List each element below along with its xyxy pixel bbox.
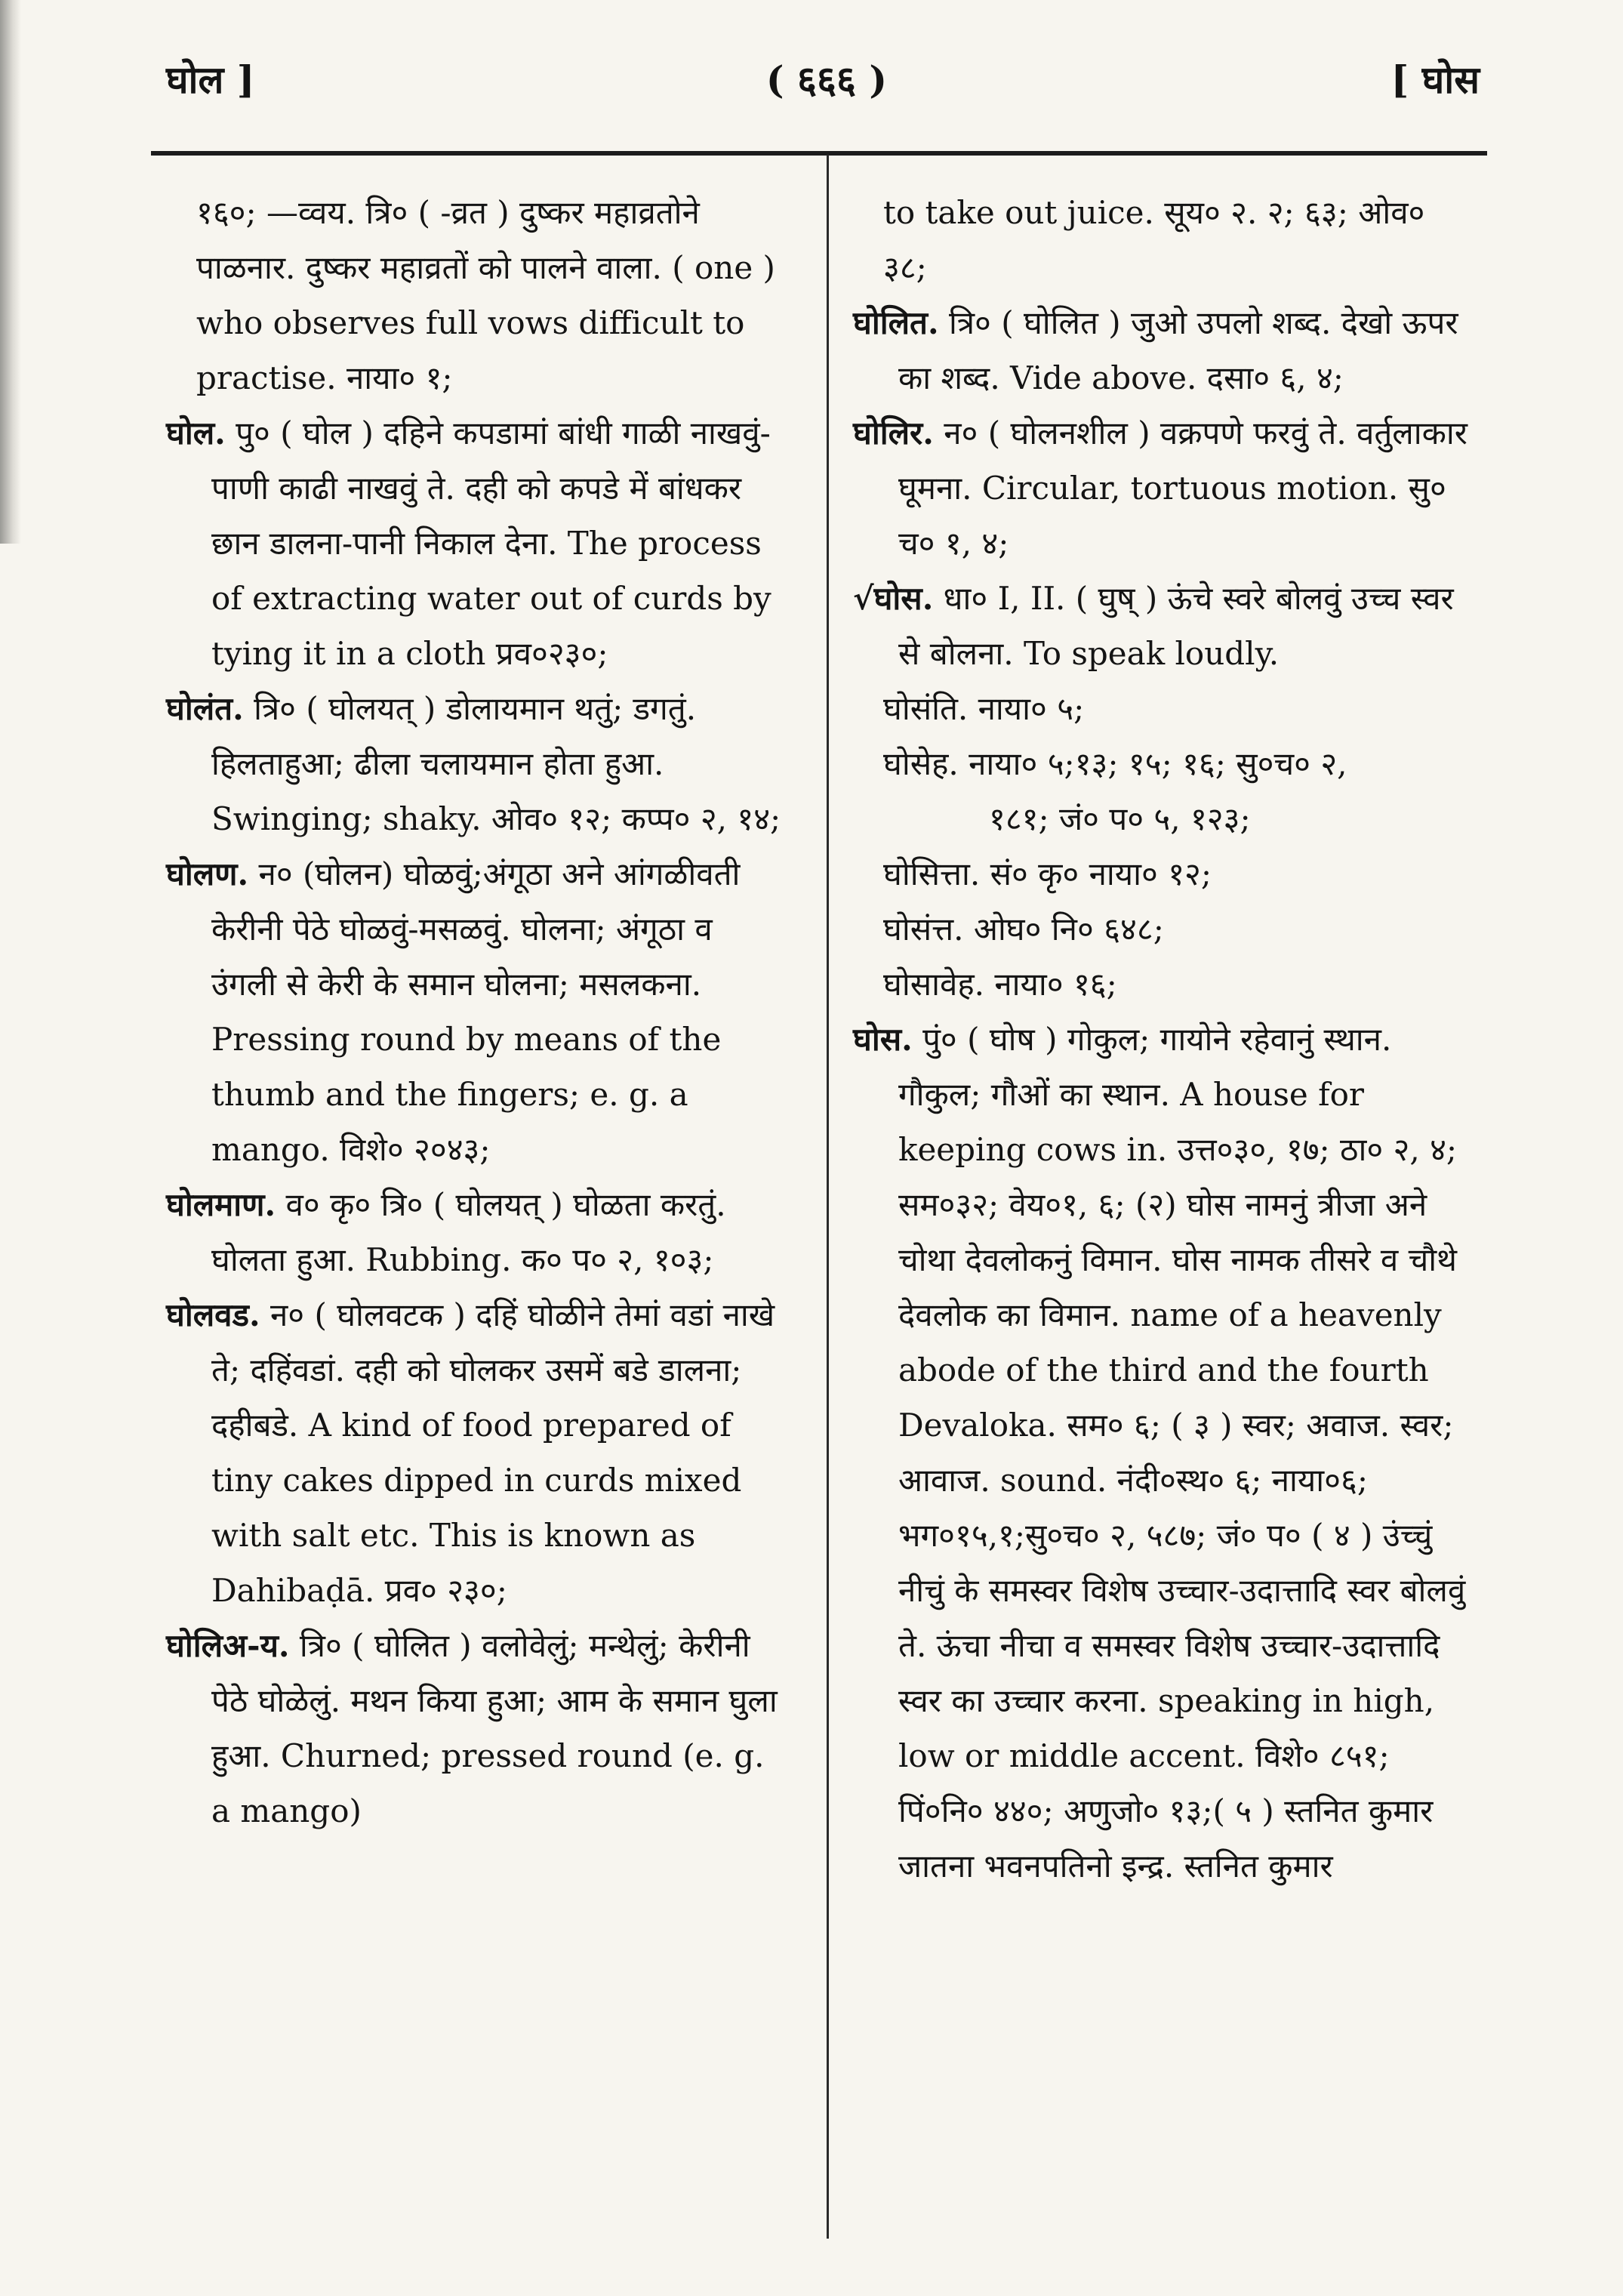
entry-definition: त्रि० ( घोलयत् ) डोलायमान थतुं; डगतुं. हिलताहुआ; ढीला चलायमान होता हुआ. Swinging; shaky. ओव० १२; कप्प० २, १४; xyxy=(211,690,781,837)
entry-definition: पु० ( घोल ) दहिने कपडामां बांधी गाळी नाखवुं-पाणी काढी नाखवुं ते. दही को कपडे में बांधकर छान डालना-पानी निकाल देना. The process of extracting water out of curds by tying it in a cloth प्रव०२३०; xyxy=(211,415,771,672)
page-number: ( ६६६ ) xyxy=(765,57,888,102)
dictionary-entry xyxy=(166,846,785,1177)
entry-definition: न० ( घोलवटक ) दहिं घोळीने तेमां वडां नाखे ते; दहिंवडां. दही को घोलकर उसमें बडे डालना; दहीबडे. A kind of food prepared of tiny cakes dipped in curds mixed with salt etc. This is known as Dahibaḍā. प्रव० २३०; xyxy=(211,1296,775,1609)
entry-subform: घोसंति. नाया० ५; xyxy=(883,690,1085,727)
dictionary-entry xyxy=(853,295,1472,405)
page-header xyxy=(151,45,1487,113)
entry-subform: घोसावेह. नाया० १६; xyxy=(883,966,1117,1003)
entry-headword: घोलण. xyxy=(166,855,249,892)
entry-headword: घोलित. xyxy=(853,304,939,341)
entry-definition: पुं० ( घोष ) गोकुल; गायोने रहेवानुं स्थान. गौकुल; गौओं का स्थान. A house for keeping cows in. उत्त०३०, १७; ठा० २, ४; सम०३२; वेय०१, ६; (२) घोस नामनुं त्रीजा अने चोथा देवलोकनुं विमान. घोस नामक तीसरे व चौथे देवलोक का विमान. name of a heavenly abode of the third and the fourth Devaloka. सम० ६; ( ३ ) स्वर; अवाज. स्वर; आवाज. sound. नंदी०स्थ० ६; नाया०६; भग०१५,१;सु०च० २, ५८७; जं० प० ( ४ ) उंच्चुं नीचुं के समस्वर विशेष उच्चार-उदात्तादि स्वर बोलवुं ते. ऊंचा नीचा व समस्वर विशेष उच्चार-उदात्तादि स्वर का उच्चार करना. speaking in high, low or middle accent. विशे० ८५१; पिं०नि० ४४०; अणुजो० १३;( ५ ) स्तनित कुमार जातना भवनपतिनो इन्द्र. स्तनित कुमार xyxy=(898,1021,1466,1885)
header-right-guide-word: [ घोस xyxy=(1390,57,1480,102)
dictionary-entry xyxy=(853,571,1472,681)
header-left-guide-word: घोल ] xyxy=(166,57,255,102)
entry-headword: घोलिर. xyxy=(853,415,934,451)
entry-definition: न० ( घोलनशील ) वक्रपणे फरवुं ते. वर्तुलाकार घूमना. Circular, tortuous motion. सु० च० १, ४; xyxy=(898,415,1467,562)
entry-headword: √घोस. xyxy=(853,580,934,617)
entry-subform: १८१; जं० प० ५, १२३; xyxy=(989,800,1251,837)
dictionary-entry xyxy=(853,405,1472,571)
entry-headword: घोलमाण. xyxy=(166,1186,276,1223)
entry-headword: घोस. xyxy=(853,1021,913,1058)
dictionary-entry xyxy=(166,1618,785,1838)
column-divider xyxy=(827,155,829,2239)
entry-definition: व० कृ० त्रि० ( घोलयत् ) घोळता करतुं. घोलता हुआ. Rubbing. क० प० २, १०३; xyxy=(211,1186,726,1278)
entry-headword: घोलिअ-य. xyxy=(166,1627,290,1664)
dictionary-entry xyxy=(166,1287,785,1618)
entry-subform: घोसंत्त. ओघ० नि० ६४८; xyxy=(883,911,1164,948)
dictionary-entry xyxy=(853,1012,1472,1894)
entry-subform: घोसेह. नाया० ५;१३; १५; १६; सु०च० २, xyxy=(883,745,1347,782)
dictionary-entry xyxy=(166,681,785,846)
dictionary-entry xyxy=(166,1177,785,1287)
left-column xyxy=(166,185,785,1838)
dictionary-entry xyxy=(166,405,785,681)
entry-definition: त्रि० ( घोलित ) जुओ उपलो शब्द. देखो ऊपर का शब्द. Vide above. दसा० ६, ४; xyxy=(898,304,1458,396)
entry-definition: त्रि० ( घोलित ) वलोवेलुं; मन्थेलुं; केरीनी पेठे घोळेलुं. मथन किया हुआ; आम के समान घुला हुआ. Churned; pressed round (e. g. a mango) xyxy=(211,1627,778,1829)
entry-continuation: to take out juice. सूय० २. २; ६३; ओव० ३८; xyxy=(883,194,1425,286)
entry-definition: धा० I, II. ( घुष् ) ऊंचे स्वरे बोलवुं उच्च स्वर से बोलना. To speak loudly. xyxy=(898,580,1454,672)
entry-continuation: १६०; —व्वय. त्रि० ( -व्रत ) दुष्कर महाव्रतोने पाळनार. दुष्कर महाव्रतों को पालने वाला. ( one ) who observes full vows difficult to practise. नाया० १; xyxy=(196,194,775,396)
entry-headword: घोल. xyxy=(166,415,226,451)
entry-headword: घोलवड. xyxy=(166,1296,260,1333)
header-rule xyxy=(151,151,1487,156)
entry-definition: न० (घोलन) घोळवुं;अंगूठा अने आंगळीवती केरीनी पेठे घोळवुं-मसळवुं. घोलना; अंगूठा व उंगली से केरी के समान घोलना; मसलकना. Pressing round by means of the thumb and the fingers; e. g. a mango. विशे० २०४३; xyxy=(211,855,741,1168)
entry-subform: घोसित्ता. सं० कृ० नाया० १२; xyxy=(883,855,1212,892)
page-edge-shadow xyxy=(0,0,21,544)
entry-headword: घोलंत. xyxy=(166,690,244,727)
right-column xyxy=(853,185,1472,1894)
